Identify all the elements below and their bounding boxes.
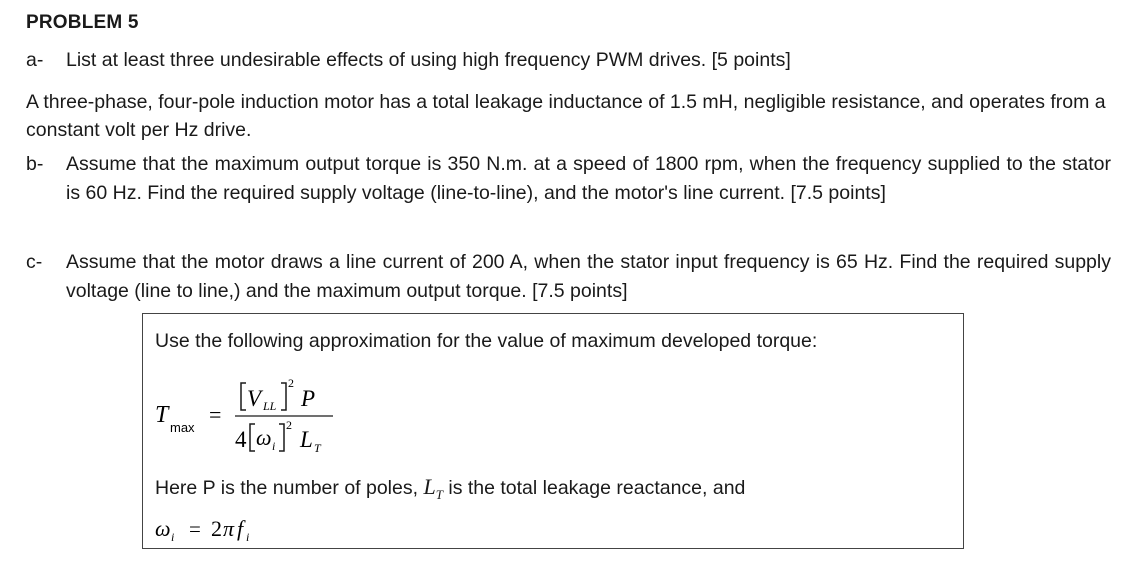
- den-omega-sub: i: [272, 439, 276, 453]
- part-a-letter: a-: [26, 49, 44, 71]
- note-pre: Here P is the number of poles,: [155, 477, 424, 499]
- problem-title: PROBLEM 5: [26, 12, 139, 33]
- formula-box-intro: Use the following approximation for the value of maximum developed torque:: [155, 330, 818, 352]
- num-v-sub: LL: [263, 399, 277, 413]
- omega-pi: π: [223, 516, 235, 541]
- part-b-text: Assume that the maximum output torque is 350 N.m. at a speed of 1800 rpm, when the frequency supplied to the stator is 60 Hz. Find the required supply voltage (line-to-line), and the motor's line current. [7.5 points]: [66, 153, 1111, 204]
- formula-box: [142, 313, 964, 549]
- num-p: P: [301, 386, 316, 411]
- part-c: [26, 248, 1111, 306]
- problem-intro: A three-phase, four-pole induction motor has a total leakage inductance of 1.5 mH, negligible resistance, and operates from a constant volt per Hz drive.: [26, 91, 1106, 141]
- omega-f-sub: i: [246, 530, 250, 544]
- part-c-text: Assume that the motor draws a line current of 200 A, when the stator input frequency is 65 Hz. Find the required supply voltage (line to line,) and the maximum output torque. [7.5 points]: [66, 251, 1111, 302]
- omega-sub: i: [171, 530, 175, 544]
- omega-equation: [155, 514, 355, 544]
- note-symbol-sub: T: [435, 486, 443, 502]
- omega-two: 2: [211, 516, 222, 541]
- den-4: 4: [235, 427, 247, 452]
- den-l: L: [300, 427, 313, 452]
- num-bracket-right: [281, 383, 286, 410]
- num-bracket-left: [241, 383, 246, 410]
- note-post: is the total leakage reactance, and: [442, 477, 746, 499]
- part-a: [26, 46, 1111, 75]
- formula-lhs: T: [155, 402, 169, 428]
- omega-equals: =: [189, 517, 201, 541]
- omega-f: f: [237, 516, 244, 541]
- part-b-letter: b-: [26, 153, 44, 175]
- formula-equals: =: [209, 402, 222, 427]
- den-bracket-left: [250, 424, 255, 451]
- den-l-sub: T: [314, 441, 321, 455]
- num-exp: 2: [288, 376, 294, 390]
- part-a-text: List at least three undesirable effects of using high frequency PWM drives. [5 points]: [66, 49, 791, 71]
- torque-formula: [155, 372, 455, 462]
- part-b: [26, 150, 1111, 208]
- part-c-letter: c-: [26, 251, 43, 273]
- note-symbol: L: [423, 474, 436, 499]
- den-exp: 2: [286, 418, 292, 432]
- den-bracket-right: [279, 424, 284, 451]
- den-omega: ω: [256, 425, 272, 450]
- formula-lhs-sub: max: [170, 420, 195, 435]
- formula-note: [155, 474, 745, 503]
- omega-symbol: ω: [155, 516, 171, 541]
- num-v: V: [247, 386, 262, 411]
